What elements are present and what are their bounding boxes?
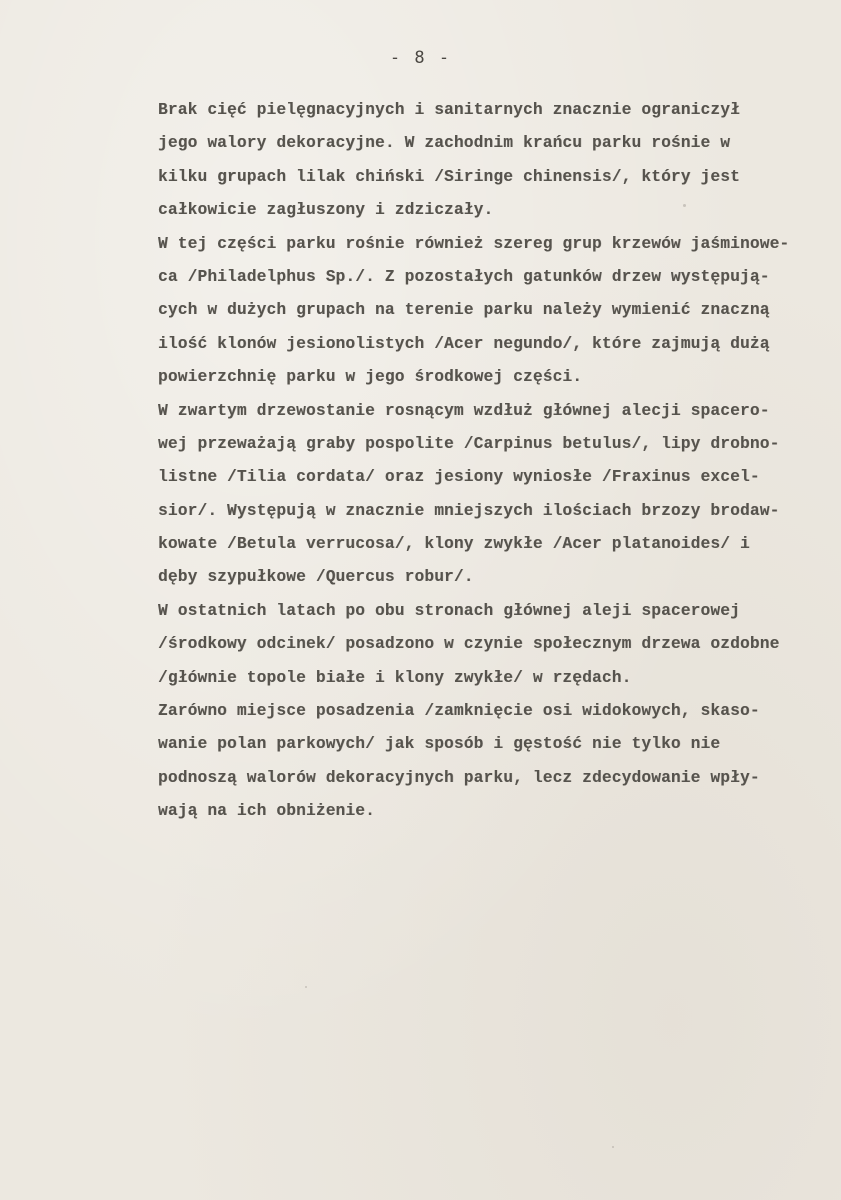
text-line: listne /Tilia cordata/ oraz jesiony wyniosłe /Fraxinus excel- [158,468,760,487]
text-line: podnoszą walorów dekoracyjnych parku, lecz zdecydowanie wpły- [158,768,760,787]
text-line: /głównie topole białe i klony zwykłe/ w rzędach. [158,668,632,687]
text-line: cych w dużych grupach na terenie parku należy wymienić znaczną [158,301,770,320]
text-line: wej przeważają graby pospolite /Carpinus betulus/, lipy drobno- [158,434,780,453]
text-line: Zarówno miejsce posadzenia /zamknięcie osi widokowych, skaso- [158,702,760,721]
text-line: W zwartym drzewostanie rosnącym wzdłuż głównej alecji spacero- [158,401,770,420]
text-line: ca /Philadelphus Sp./. Z pozostałych gatunków drzew występują- [158,267,770,286]
paper-speck [683,204,686,207]
text-line: kilku grupach lilak chiński /Siringe chinensis/, który jest [158,167,740,186]
text-line: powierzchnię parku w jego środkowej części. [158,368,583,387]
text-line: Brak cięć pielęgnacyjnych i sanitarnych znacznie ograniczył [158,101,740,119]
text-line: dęby szypułkowe /Quercus robur/. [158,568,474,587]
text-line: W ostatnich latach po obu stronach głównej aleji spacerowej [158,601,740,620]
text-line: wają na ich obniżenie. [158,802,376,821]
typed-text-body [158,94,838,829]
paper-speck [305,986,307,988]
text-line: ilość klonów jesionolistych /Acer negundo/, które zajmują dużą [158,334,770,353]
text-line: kowate /Betula verrucosa/, klony zwykłe /Acer platanoides/ i [158,535,750,554]
text-line: sior/. Występują w znacznie mniejszych ilościach brzozy brodaw- [158,501,780,520]
text-line: W tej części parku rośnie również szereg grup krzewów jaśminowe- [158,234,790,253]
text-line: /środkowy odcinek/ posadzono w czynie społecznym drzewa ozdobne [158,635,780,654]
paper-speck [612,1146,614,1148]
text-line: całkowicie zagłuszony i zdziczały. [158,201,494,220]
text-line: jego walory dekoracyjne. W zachodnim krańcu parku rośnie w [158,134,731,153]
page-number: - 8 - [389,48,452,68]
text-line: wanie polan parkowych/ jak sposób i gęstość nie tylko nie [158,735,721,754]
